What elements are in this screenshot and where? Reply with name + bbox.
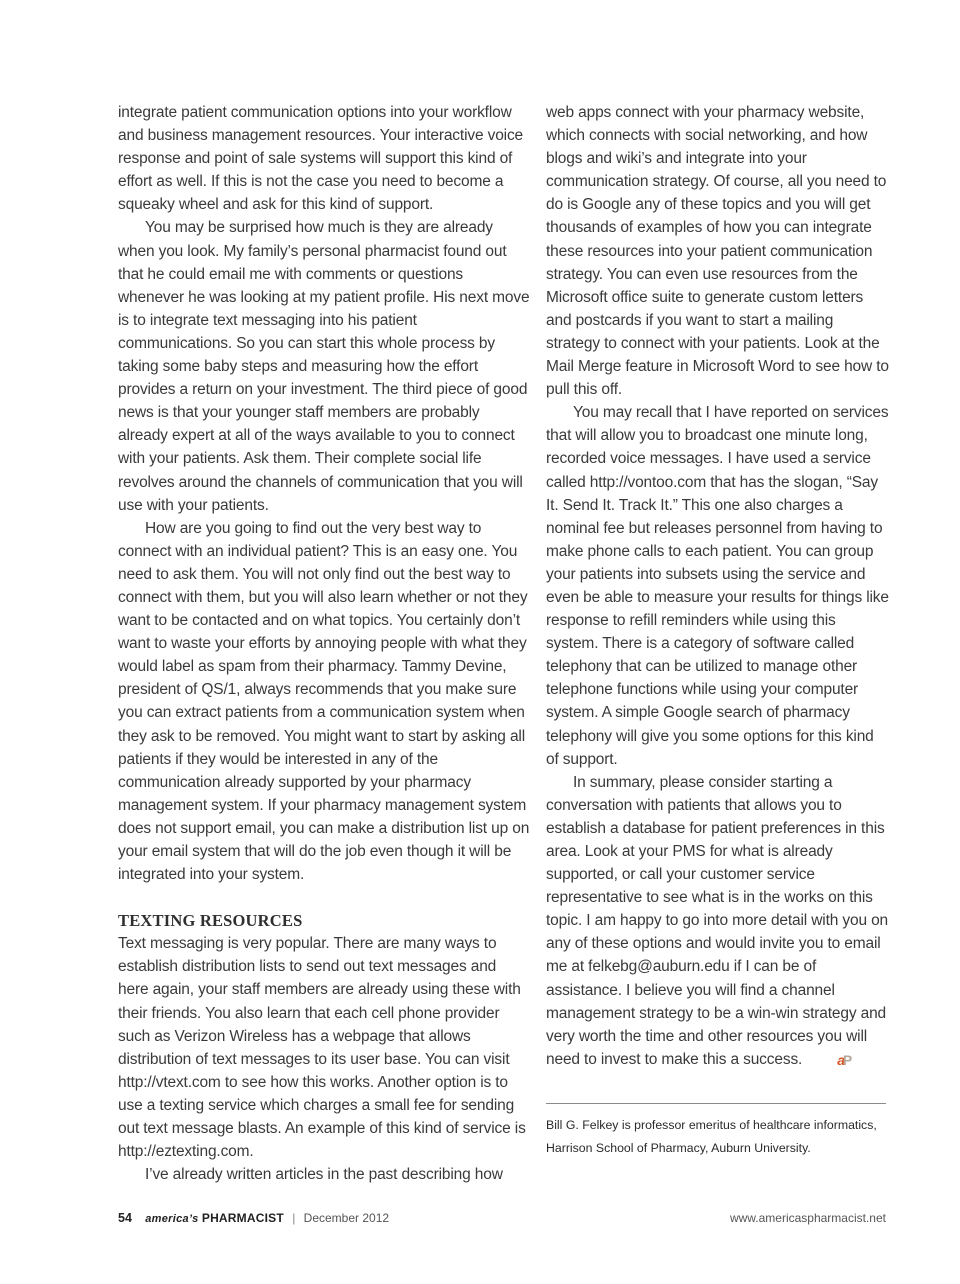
section-heading-texting-resources: TEXTING RESOURCES (118, 911, 303, 931)
page-number: 54 (118, 1211, 132, 1225)
end-of-article-logo-icon: aP (837, 1051, 853, 1068)
footer-separator: | (292, 1211, 296, 1225)
left-paragraph-4: Text messaging is very popular. There are many ways to establish distribution lists to send out text messages and here again, your staff members are already using these with their friends. You also learn that each cell phone provider such as Verizon Wireless has a webpage that allows distribution of text messages to its user base. You can visit http://vtext.com to see how this works. Another option is to use a texting service which charges a small fee for sending out text message blasts. An example of this kind of service is http://eztexting.com. (118, 935, 526, 1161)
footer-website-url: www.americaspharmacist.net (729, 1211, 886, 1225)
issue-date: December 2012 (303, 1211, 390, 1225)
author-bio-line-1: Bill G. Felkey is professor emeritus of healthcare informatics, (546, 1118, 877, 1132)
right-paragraph-1: web apps connect with your pharmacy website, which connects with social networking, and how blogs and wiki’s and integrate into your communication strategy. Of course, all you need to do is Google any of these topics and you will get thousands of examples of how you can integrate these resources into your patient communication strategy. You can even use resources from the Microsoft office suite to generate custom letters and postcards if you want to start a mailing strategy to connect with your patients. Look at the Mail Merge feature in Microsoft Word to see how to pull this off. (546, 104, 889, 399)
bio-divider (546, 1103, 886, 1104)
right-paragraph-2: You may recall that I have reported on services that will allow you to broadcast one minute long, recorded voice messages. I have used a service called http://vontoo.com that has the slogan, “Say It. Send It. Track It.” This one also charges a nominal fee but releases personnel from having to make phone calls to each patient. You can group your patients into subsets using the service and even be able to measure your results for things like response to refill reminders while using this system. There is a category of software called telephony that can be utilized to manage other telephone functions while using your computer system. A simple Google search of pharmacy telephony will give you some options for this kind of support. (546, 404, 889, 768)
author-bio-line-2: Harrison School of Pharmacy, Auburn University. (546, 1140, 811, 1155)
right-paragraph-3-wrapper (546, 771, 890, 1071)
left-paragraph-5: I’ve already written articles in the past describing how (145, 1166, 503, 1184)
magazine-name-prefix: america’s (145, 1213, 199, 1225)
left-paragraph-3: How are you going to find out the very best way to connect with an individual patient? This is an easy one. You need to ask them. You will not only find out the best way to connect with them, but you will also learn whether or not they want to be contacted and on what topics. You certainly don’t want to waste your efforts by annoying people with what they would label as spam from their pharmacy. Tammy Devine, president of QS/1, always recommends that you make sure you can extract patients from a communication system when they ask to be removed. You might want to start by asking all patients if they would be interested in any of the communication already supported by your pharmacy management system. If your pharmacy management system does not support email, you can make a distribution list up on your email system that will do the job even though it will be integrated into your system. (118, 519, 530, 884)
left-paragraph-1: integrate patient communication options into your workflow and business management resources. Your interactive voice response and point of sale systems will support this kind of effort as well. If this is not the case you need to become a squeaky wheel and ask for this kind of support. (118, 104, 524, 214)
left-column (118, 101, 530, 1186)
author-bio (546, 1114, 906, 1159)
right-paragraph-3: In summary, please consider starting a conversation with patients that allows you to establish a database for patient preferences in this area. Look at your PMS for what is already supported, or call your customer service representative to see what is in the works on this topic. I am happy to go into more detail with you on any of these options and would invite you to email me at felkebg@auburn.edu if I can be of assistance. I believe you will find a channel management strategy to be a win-win strategy and very worth the time and other resources you will need to invest to make this a success. (546, 773, 889, 1068)
magazine-name: PHARMACIST (201, 1211, 284, 1225)
right-column (546, 101, 890, 1071)
footer-folio (118, 1209, 389, 1227)
left-paragraph-2: You may be surprised how much is they are already when you look. My family’s personal pharmacist found out that he could email me with comments or questions whenever he was looking at my patient profile. His next move is to integrate text messaging into his patient communications. So you can start this whole process by taking some baby steps and measuring how the effort provides a return on your investment. The third piece of good news is that your younger staff members are probably already expert at all of the ways available to you to connect with your patients. Ask them. Their complete social life revolves around the channels of communication that you will use with your patients. (118, 219, 530, 514)
